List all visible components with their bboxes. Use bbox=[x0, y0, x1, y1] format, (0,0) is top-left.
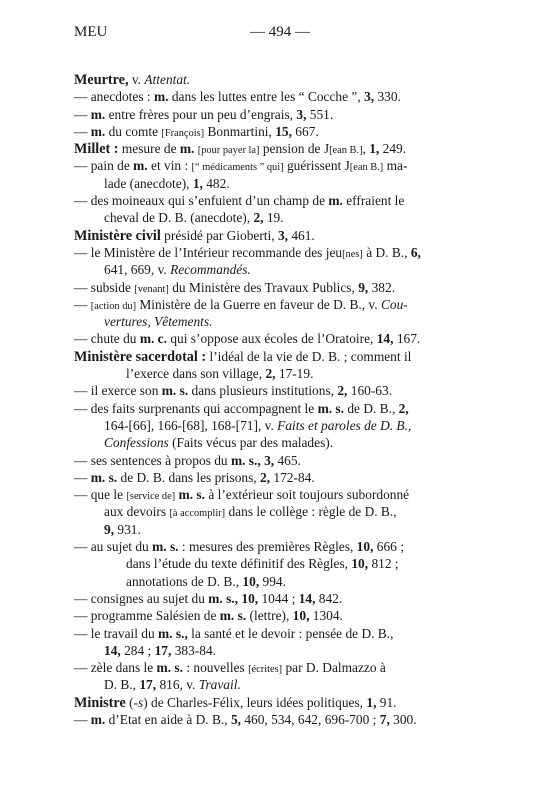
index-line bbox=[74, 417, 466, 434]
entry-text: de D. B., bbox=[343, 400, 399, 416]
entry-text: : nouvelles bbox=[182, 660, 249, 676]
entry-text: dans plusieurs institutions, bbox=[188, 383, 338, 399]
index-line bbox=[74, 313, 466, 330]
index-line bbox=[74, 296, 466, 313]
entry-text: — anecdotes : bbox=[74, 89, 154, 105]
index-line bbox=[74, 209, 466, 226]
entry-text: 460, 534, 642, 696-700 ; bbox=[241, 711, 380, 727]
bold-ref: 2, bbox=[265, 366, 276, 382]
italic-ref: Recommandés. bbox=[170, 262, 251, 278]
entry-text: entre frères pour un peu d’engrais, bbox=[105, 106, 297, 122]
index-line bbox=[74, 642, 466, 659]
index-line bbox=[74, 625, 466, 642]
headword: Ministère civil bbox=[74, 227, 161, 244]
bold-ref: 2, bbox=[253, 210, 264, 226]
entry-text: — que le bbox=[74, 487, 127, 503]
entry-text: annotations de D. B., bbox=[126, 573, 243, 589]
entry-text: — programme Salésien de bbox=[74, 608, 220, 624]
bold-ref: m. s., bbox=[208, 590, 239, 606]
bold-ref: 17, bbox=[154, 642, 172, 658]
entry-text: 17-19. bbox=[275, 366, 314, 382]
entry-text: 164-[66], 166-[68], 168-[71], v. bbox=[104, 417, 278, 433]
running-header bbox=[74, 24, 466, 44]
entry-text: 551. bbox=[306, 106, 334, 122]
editorial-insert: [“ médicaments ” qui] bbox=[191, 162, 284, 174]
headword: Meurtre, bbox=[74, 72, 129, 88]
bold-ref: 9, bbox=[358, 279, 369, 295]
italic-ref: Travail. bbox=[198, 677, 241, 693]
index-line bbox=[74, 175, 466, 192]
entry-text: — ses sentences à propos du bbox=[74, 452, 231, 468]
entry-text: (lettre), bbox=[246, 608, 293, 624]
index-line bbox=[74, 330, 466, 347]
index-line bbox=[74, 123, 466, 140]
index-line bbox=[74, 538, 466, 555]
entry-text: du comte bbox=[105, 123, 162, 139]
index-line bbox=[74, 227, 466, 244]
index-line bbox=[74, 521, 466, 538]
bold-ref: 15, bbox=[275, 123, 292, 139]
italic-ref: Faits et paroles de D. B., bbox=[277, 417, 412, 433]
entry-text: effraient le bbox=[342, 193, 405, 209]
bold-ref: m. bbox=[90, 106, 106, 122]
entry-text: à D. B., bbox=[362, 244, 411, 260]
bold-ref: m. s. bbox=[178, 487, 205, 503]
editorial-insert: [ean B.] bbox=[349, 162, 384, 174]
entry-text: par D. Dalmazzo à bbox=[282, 660, 386, 676]
entry-text: dans l’étude du texte définitif des Règles, bbox=[126, 556, 352, 572]
editorial-insert: [venant] bbox=[134, 283, 169, 295]
entry-text: 1304. bbox=[309, 608, 343, 624]
index-line bbox=[74, 452, 466, 469]
entry-text: dans le collège : règle de D. B., bbox=[225, 504, 397, 520]
index-line bbox=[74, 573, 466, 590]
entry-text: — bbox=[74, 711, 91, 727]
entry-text: — des faits surprenants qui accompagnent le bbox=[74, 400, 318, 416]
bold-ref: m. s. bbox=[317, 400, 344, 416]
index-line bbox=[74, 140, 466, 157]
italic-ref: Cou- bbox=[380, 296, 408, 312]
index-line bbox=[74, 400, 466, 417]
entry-text: présidé par Gioberti, bbox=[160, 227, 278, 243]
bold-ref: 7, bbox=[379, 711, 390, 727]
editorial-insert: [nes] bbox=[342, 248, 363, 260]
entry-text: 812 ; bbox=[368, 556, 399, 572]
entry-text: (Faits vécus par des malades). bbox=[168, 435, 334, 451]
editorial-insert: [pour payer la] bbox=[197, 145, 260, 157]
entry-text: v. bbox=[128, 72, 145, 87]
entry-text: — bbox=[74, 106, 91, 122]
bold-ref: m. s. bbox=[152, 539, 179, 555]
bold-ref: m. s. bbox=[156, 660, 183, 676]
bold-ref: 1, bbox=[192, 175, 203, 191]
index-line bbox=[74, 555, 466, 572]
index-line bbox=[74, 157, 466, 174]
index-line bbox=[74, 711, 466, 728]
bold-ref: m. c. bbox=[139, 331, 167, 347]
entry-text: ( bbox=[125, 694, 134, 710]
entry-text: — bbox=[74, 469, 91, 485]
index-line bbox=[74, 192, 466, 209]
index-line bbox=[74, 348, 466, 365]
entry-text: l’idéal de la vie de D. B. ; comment il bbox=[206, 348, 412, 364]
entry-text: de D. B. dans les prisons, bbox=[117, 469, 260, 485]
entry-text: — au sujet du bbox=[74, 539, 153, 555]
bold-ref: 3, bbox=[296, 106, 307, 122]
entry-text: 842. bbox=[315, 590, 343, 606]
entry-text: guérissent J bbox=[283, 158, 350, 174]
entry-text: — des moineaux qui s’enfuient d’un champ de bbox=[74, 193, 329, 209]
entry-text: dans les luttes entre les “ Cocche ”, bbox=[168, 89, 365, 105]
bold-ref: m. s., bbox=[158, 625, 188, 641]
index-line bbox=[74, 382, 466, 399]
bold-ref: m. bbox=[133, 158, 148, 174]
bold-ref: m. s., bbox=[230, 452, 261, 468]
bold-ref: 1, bbox=[366, 694, 377, 710]
index-line bbox=[74, 503, 466, 520]
entry-text: — le travail du bbox=[74, 625, 159, 641]
bold-ref: m. s. bbox=[161, 383, 189, 399]
index-line bbox=[74, 434, 466, 451]
entry-text: — subside bbox=[74, 279, 135, 295]
index-line bbox=[74, 676, 466, 693]
entry-text: 482. bbox=[202, 175, 230, 191]
entry-text: , bbox=[362, 141, 370, 157]
entry-text: ) de Charles-Félix, leurs idées politiques, bbox=[143, 694, 367, 710]
entry-text: 249. bbox=[379, 141, 407, 157]
entry-text: — zèle dans le bbox=[74, 660, 157, 676]
entry-text: Ministère de la Guerre en faveur de D. B., v. bbox=[136, 296, 381, 312]
bold-ref: 10, bbox=[292, 608, 310, 624]
bold-ref: m. bbox=[153, 89, 169, 105]
index-entries bbox=[74, 71, 466, 728]
entry-text: 666 ; bbox=[373, 539, 404, 555]
bold-ref: 2, bbox=[398, 400, 409, 416]
bold-ref: 9, bbox=[104, 521, 115, 537]
entry-text: la santé et le devoir : pensée de D. B., bbox=[187, 625, 394, 641]
entry-text: aux devoirs bbox=[104, 504, 170, 520]
index-line bbox=[74, 659, 466, 676]
headword: Ministre bbox=[74, 694, 126, 711]
entry-text: 641, 669, v. bbox=[104, 262, 171, 278]
entry-text: — consignes au sujet du bbox=[74, 590, 209, 606]
entry-text: : mesures des premières Règles, bbox=[178, 539, 357, 555]
entry-text: — chute du bbox=[74, 331, 140, 347]
entry-text: 91. bbox=[376, 694, 397, 710]
index-line bbox=[74, 71, 466, 88]
bold-ref: m. bbox=[90, 711, 106, 727]
bold-ref: m. s. bbox=[219, 608, 247, 624]
bold-ref: 14, bbox=[376, 331, 394, 347]
index-line bbox=[74, 106, 466, 123]
entry-text: 1044 ; bbox=[258, 590, 299, 606]
italic-ref: Attentat. bbox=[144, 72, 191, 87]
index-line bbox=[74, 365, 466, 382]
bold-ref: 6, bbox=[410, 244, 421, 260]
entry-text: 931. bbox=[114, 521, 141, 537]
entry-text: ma- bbox=[383, 158, 408, 174]
running-head: MEU bbox=[74, 24, 108, 40]
bold-ref: 1, bbox=[369, 141, 380, 157]
entry-text: 19. bbox=[263, 210, 284, 226]
headword: Ministère sacerdotal : bbox=[74, 348, 207, 365]
bold-ref: 10, bbox=[241, 590, 259, 606]
entry-text: à l’extérieur soit toujours subordonné bbox=[204, 487, 410, 503]
entry-text: — bbox=[74, 123, 91, 139]
headword: Millet : bbox=[74, 141, 119, 158]
bold-ref: 14, bbox=[104, 642, 121, 658]
bold-ref: m. bbox=[90, 123, 106, 139]
editorial-insert: [François] bbox=[161, 127, 205, 139]
bold-ref: 10, bbox=[356, 539, 374, 555]
entry-text: l’exerce dans son village, bbox=[126, 366, 266, 382]
entry-text: 330. bbox=[374, 89, 401, 105]
entry-text: 382. bbox=[368, 279, 396, 295]
index-line bbox=[74, 279, 466, 296]
italic-ref: Confessions bbox=[104, 435, 169, 451]
bold-ref: 5, bbox=[230, 711, 241, 727]
entry-text: 461. bbox=[288, 227, 315, 243]
entry-text: et vin : bbox=[147, 158, 192, 174]
editorial-insert: [service de] bbox=[126, 491, 176, 503]
bold-ref: 10, bbox=[351, 556, 369, 572]
bold-ref: 2, bbox=[337, 383, 348, 399]
bold-ref: m. bbox=[179, 141, 195, 157]
entry-text: cheval de D. B. (anecdote), bbox=[104, 210, 254, 226]
bold-ref: 17, bbox=[139, 677, 157, 693]
index-line bbox=[74, 469, 466, 486]
bold-ref: 3, bbox=[264, 452, 275, 468]
entry-text: 465. bbox=[274, 452, 301, 468]
entry-text: qui s’oppose aux écoles de l’Oratoire, bbox=[166, 331, 377, 347]
entry-text: — bbox=[74, 296, 91, 312]
entry-text: pension de J bbox=[259, 141, 330, 157]
entry-text: 284 ; bbox=[120, 642, 155, 658]
entry-text: — pain de bbox=[74, 158, 134, 174]
editorial-insert: [ean B.] bbox=[329, 145, 363, 157]
entry-text: — il exerce son bbox=[74, 383, 162, 399]
index-line bbox=[74, 486, 466, 503]
bold-ref: 10, bbox=[242, 573, 260, 589]
index-line bbox=[74, 88, 466, 105]
bold-ref: 2, bbox=[260, 469, 271, 485]
bold-ref: m. bbox=[328, 193, 343, 209]
bold-ref: 3, bbox=[364, 89, 375, 105]
editorial-insert: [à accomplir] bbox=[169, 508, 226, 520]
entry-text: lade (anecdote), bbox=[104, 175, 193, 191]
entry-text: Bonmartini, bbox=[204, 123, 276, 139]
bold-ref: 3, bbox=[277, 227, 288, 243]
index-line bbox=[74, 244, 466, 261]
index-line bbox=[74, 694, 466, 711]
entry-text: du Ministère des Travaux Publics, bbox=[168, 279, 359, 295]
page-number: — 494 — bbox=[250, 24, 310, 40]
index-line bbox=[74, 590, 466, 607]
entry-text: 667. bbox=[291, 123, 319, 139]
editorial-insert: [action du] bbox=[90, 300, 137, 312]
entry-text: — le Ministère de l’Intérieur recommande des jeu bbox=[74, 244, 343, 260]
entry-text: 994. bbox=[259, 573, 286, 589]
italic-ref: vertures, Vêtements. bbox=[104, 314, 213, 330]
entry-text: 172-84. bbox=[270, 469, 315, 485]
editorial-insert: [écrites] bbox=[248, 664, 283, 676]
entry-text: 383-84. bbox=[171, 642, 216, 658]
bold-ref: m. s. bbox=[90, 469, 118, 485]
italic-ref: -s bbox=[133, 694, 144, 710]
index-line bbox=[74, 607, 466, 624]
entry-text: mesure de bbox=[118, 141, 180, 157]
entry-text: 816, v. bbox=[156, 677, 199, 693]
entry-text: d’Etat en aide à D. B., bbox=[105, 711, 231, 727]
entry-text: 300. bbox=[389, 711, 417, 727]
index-line bbox=[74, 261, 466, 278]
entry-text: 160-63. bbox=[347, 383, 393, 399]
bold-ref: 14, bbox=[298, 590, 316, 606]
entry-text: 167. bbox=[393, 331, 421, 347]
entry-text: D. B., bbox=[104, 677, 140, 693]
